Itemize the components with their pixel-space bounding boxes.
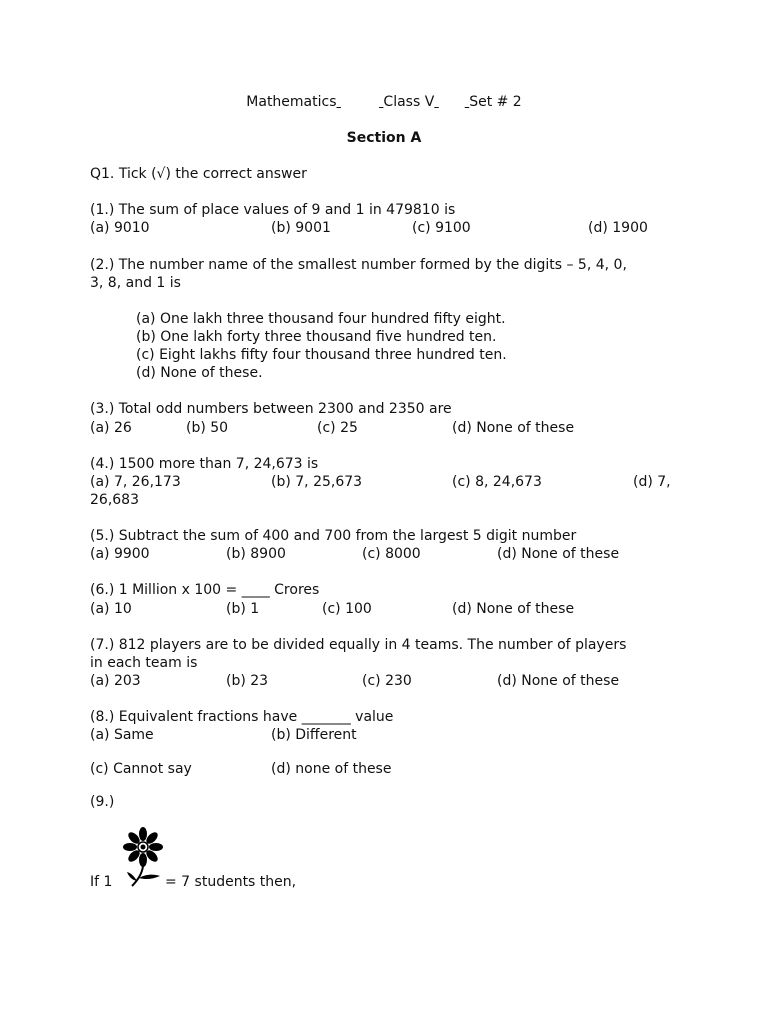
subject-label: Mathematics bbox=[246, 94, 337, 110]
worksheet-header bbox=[0, 93, 768, 111]
question-4: (4.) 1500 more than 7, 24,673 is bbox=[90, 456, 319, 472]
question-2-line-1: (2.) The number name of the smallest number formed by the digits – 5, 4, 0, bbox=[90, 257, 627, 273]
question-6: (6.) 1 Million x 100 = ____ Crores bbox=[90, 582, 320, 598]
q6-option-a[interactable]: (a) 10 bbox=[90, 601, 132, 617]
q1-option-b[interactable]: (b) 9001 bbox=[271, 220, 331, 236]
q7-option-a[interactable]: (a) 203 bbox=[90, 673, 141, 689]
q3-option-b[interactable]: (b) 50 bbox=[186, 420, 229, 436]
q7-option-b[interactable]: (b) 23 bbox=[226, 673, 269, 689]
q2-option-b[interactable]: (b) One lakh forty three thousand five hundred ten. bbox=[136, 329, 497, 345]
instruction: Q1. Tick (√) the correct answer bbox=[90, 166, 307, 182]
question-5: (5.) Subtract the sum of 400 and 700 from the largest 5 digit number bbox=[90, 528, 577, 544]
pictograph-suffix: = 7 students then, bbox=[165, 874, 297, 890]
q5-option-b[interactable]: (b) 8900 bbox=[226, 546, 286, 562]
q6-option-c[interactable]: (c) 100 bbox=[322, 601, 372, 617]
q6-option-b[interactable]: (b) 1 bbox=[226, 601, 260, 617]
q2-option-a[interactable]: (a) One lakh three thousand four hundred fifty eight. bbox=[136, 311, 506, 327]
q7-option-d[interactable]: (d) None of these bbox=[497, 673, 620, 689]
question-1: (1.) The sum of place values of 9 and 1 in 479810 is bbox=[90, 202, 456, 218]
set-label: Set # 2 bbox=[469, 94, 522, 110]
q1-option-c[interactable]: (c) 9100 bbox=[412, 220, 471, 236]
question-2-line-2: 3, 8, and 1 is bbox=[90, 275, 181, 291]
q1-option-a[interactable]: (a) 9010 bbox=[90, 220, 150, 236]
q8-option-c[interactable]: (c) Cannot say bbox=[90, 761, 192, 777]
q8-option-b[interactable]: (b) Different bbox=[271, 727, 357, 743]
q4-option-d-continued: 26,683 bbox=[90, 492, 139, 508]
q5-option-a[interactable]: (a) 9900 bbox=[90, 546, 150, 562]
q4-option-c[interactable]: (c) 8, 24,673 bbox=[452, 474, 542, 490]
q3-option-d[interactable]: (d) None of these bbox=[452, 420, 575, 436]
q2-option-d[interactable]: (d) None of these. bbox=[136, 365, 263, 381]
q5-option-c[interactable]: (c) 8000 bbox=[362, 546, 421, 562]
class-label: Class V bbox=[383, 94, 435, 110]
q2-option-c[interactable]: (c) Eight lakhs fifty four thousand three hundred ten. bbox=[136, 347, 507, 363]
question-8: (8.) Equivalent fractions have _______ value bbox=[90, 709, 394, 725]
question-7-line-1: (7.) 812 players are to be divided equally in 4 teams. The number of players bbox=[90, 637, 627, 653]
q4-option-d[interactable]: (d) 7, bbox=[633, 474, 671, 490]
flower-icon bbox=[118, 826, 168, 888]
q5-option-d[interactable]: (d) None of these bbox=[497, 546, 620, 562]
q7-option-c[interactable]: (c) 230 bbox=[362, 673, 412, 689]
q1-option-d[interactable]: (d) 1900 bbox=[588, 220, 648, 236]
q4-option-a[interactable]: (a) 7, 26,173 bbox=[90, 474, 181, 490]
section-title: Section A bbox=[346, 130, 422, 146]
q3-option-c[interactable]: (c) 25 bbox=[317, 420, 358, 436]
question-3: (3.) Total odd numbers between 2300 and 2350 are bbox=[90, 401, 452, 417]
question-9: (9.) bbox=[90, 794, 115, 810]
q8-option-d[interactable]: (d) none of these bbox=[271, 761, 392, 777]
pictograph-prefix: If 1 bbox=[90, 874, 113, 890]
q3-option-a[interactable]: (a) 26 bbox=[90, 420, 132, 436]
q8-option-a[interactable]: (a) Same bbox=[90, 727, 154, 743]
q6-option-d[interactable]: (d) None of these bbox=[452, 601, 575, 617]
q4-option-b[interactable]: (b) 7, 25,673 bbox=[271, 474, 363, 490]
question-7-line-2: in each team is bbox=[90, 655, 198, 671]
